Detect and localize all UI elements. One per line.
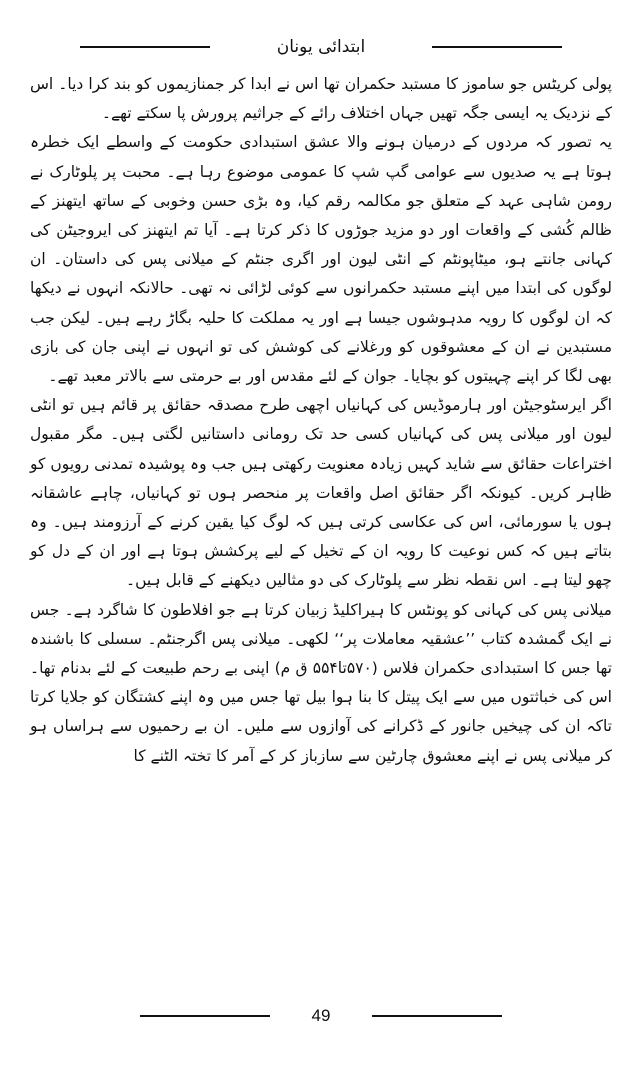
body-text <box>30 70 612 771</box>
paragraph: میلانی پس کی کہانی کو پونٹس کا ہیراکلیڈ زبیان کرتا ہے جو افلاطون کا شاگرد ہے۔ جس نے ایک گمشدہ کتاب ’’عشقیہ معاملات پر‘‘ لکھی۔ میلانی پس اگرجنٹم۔ سسلی کا باشندہ تھا جس کا استبدادی حکمران فلاس (۵۷۰تا۵۵۴ ق م) اپنی بے رحم طبیعت کے لئے بدنام تھا۔ اس کی خباثتوں میں سے ایک پیتل کا بنا ہوا بیل تھا جس میں وہ اپنے کشتگان کو جلایا کرتا تاکہ ان کی چیخیں جانور کے ڈکرانے کی آوازوں سے ملیں۔ ان بے رحمیوں سے ہراساں ہو کر میلانی پس نے اپنے معشوق چارٹین سے سازباز کر کے آمر کا تختہ الٹنے کا <box>30 600 612 765</box>
footer-rule-right <box>372 1015 502 1017</box>
footer-rule-left <box>140 1015 270 1017</box>
paragraph: یہ تصور کہ مردوں کے درمیان ہونے والا عشق استبدادی حکومت کے واسطے ایک خطرہ ہوتا ہے یہ صدیوں سے عوامی گپ شپ کا عمومی موضوع رہا ہے۔ محبت پر پلوٹارک نے رومن شاہی عہد کے متعلق جو مکالمہ رقم کیا، وہ بڑی حسن وخوبی کے ساتھ ایتھنز کے ظالم کُشی کے واقعات اور دو مزید جوڑوں کا ذکر کرتا ہے۔ آیا تم ایتھنز کی ایروجیٹن کی کہانی جانتے ہو، میٹاپونٹم کے انٹی لیون اور اگری جنٹم کے میلانی پس کی داستان۔ ان لوگوں کی ابتدا میں اپنے مستبد حکمرانوں سے کوئی لڑائی نہ تھی۔ حالانکہ انہوں نے دیکھا کہ ان لوگوں کا رویہ مدہوشوں جیسا ہے اور یہ مملکت کا حلیہ بگاڑ رہے ہیں۔ لیکن جب مستبدین نے ان کے معشوقوں کو ورغلانے کی کوشش کی تو انہوں نے اپنی جان کی بازی بھی لگا کر اپنے چہیتوں کو بچایا۔ جوان کے لئے مقدس اور بے حرمتی سے بالاتر معبد تھے۔ <box>30 133 612 386</box>
running-header-title: ابتدائی یونان <box>276 37 366 57</box>
paragraph: پولی کریٹس جو ساموز کا مستبد حکمران تھا اس نے ابدا کر جمنازیموں کو بند کرا دیا۔ اس کے نزدیک یہ ایسی جگہ تھیں جہاں اختلاف رائے کے جراثیم پرورش پا سکتے تھے۔ <box>30 75 612 123</box>
header-rule-left <box>80 46 210 48</box>
paragraph: اگر ایرسٹوجیٹن اور ہارموڈیس کی کہانیاں اچھی طرح مصدقہ حقائق پر قائم ہیں تو انٹی لیون اور میلانی پس کی کہانیاں کسی حد تک رومانی داستانیں لگتی ہیں۔ مگر مقبول اختراعات حقائق سے شاید کہیں زیادہ معنویت رکھتی ہیں جب وہ پوشیدہ تمدنی رویوں کو ظاہر کریں۔ کیونکہ اگر حقائق اصل واقعات پر منحصر ہوں تو کہانیاں، چاہے عاشقانہ ہوں یا سورمائی، اس کی عکاسی کرتی ہیں کہ لوگ کیا یقین کرنے کے آرزومند ہیں۔ وہ بتاتے ہیں کہ کس نوعیت کا رویہ ان کے تخیل کے لیے پرکشش ہوتا ہے اور ان کے دل کو چھو لیتا ہے۔ اس نقطہ نظر سے پلوٹارک کی دو مثالیں دیکھنے کے قابل ہیں۔ <box>30 396 612 590</box>
page-number: 49 <box>311 1006 331 1025</box>
page-footer <box>140 1002 502 1030</box>
running-header <box>80 30 562 64</box>
header-rule-right <box>432 46 562 48</box>
